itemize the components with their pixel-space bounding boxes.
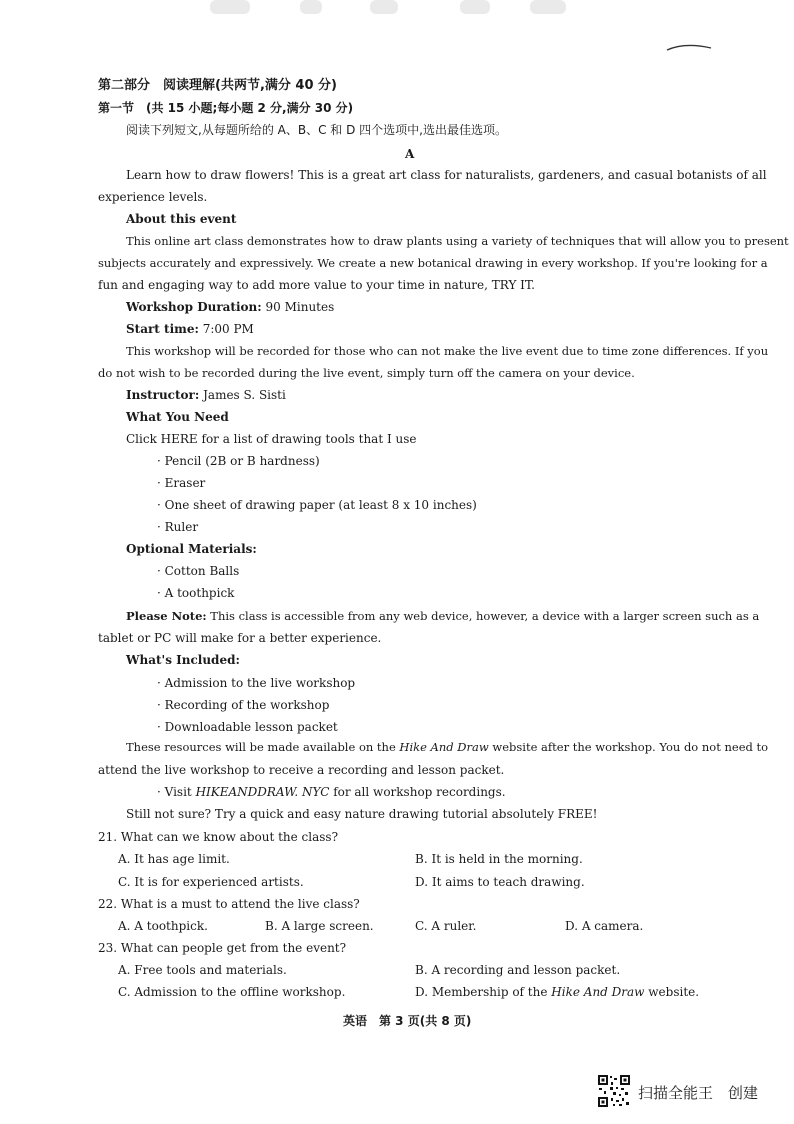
option-21-d: D. It aims to teach drawing. — [415, 875, 585, 889]
scan-smudge — [370, 0, 398, 14]
option-22-b: B. A large screen. — [265, 919, 374, 933]
qr-code-icon — [597, 1074, 631, 1108]
visit-text: · Visit — [157, 785, 196, 799]
resources-line — [126, 739, 769, 755]
instructor-value: James S. Sisti — [199, 388, 286, 402]
need-heading: What You Need — [126, 410, 229, 424]
duration-value: 90 Minutes — [261, 300, 335, 314]
about-heading: About this event — [126, 212, 237, 226]
question-stem: 21. What can we know about the class? — [98, 830, 339, 844]
instruction: 阅读下列短文,从每题所给的 A、B、C 和 D 四个选项中,选出最佳选项。 — [126, 123, 507, 137]
list-item: · Pencil (2B or B hardness) — [157, 454, 320, 468]
option-21-a: A. It has age limit. — [118, 852, 230, 866]
option-22-a: A. A toothpick. — [118, 919, 208, 933]
closing-line: Still not sure? Try a quick and easy nature drawing tutorial absolutely FREE! — [126, 807, 598, 821]
start-label: Start time: — [126, 322, 199, 336]
list-item: · Recording of the workshop — [157, 698, 330, 712]
duration-row — [126, 299, 334, 315]
scan-smudge — [530, 0, 566, 14]
intro-line: Learn how to draw flowers! This is a great art class for naturalists, gardeners, and casual botanists of all — [126, 168, 767, 182]
list-item: · A toothpick — [157, 586, 235, 600]
resources-text: These resources will be made available on the — [126, 740, 400, 754]
hike-and-draw-name: Hike And Draw — [399, 740, 489, 754]
duration-label: Workshop Duration: — [126, 300, 262, 314]
option-23-a: A. Free tools and materials. — [118, 963, 287, 977]
list-item: · One sheet of drawing paper (at least 8 x 10 inches) — [157, 498, 477, 512]
intro-line: experience levels. — [98, 190, 208, 204]
recorded-line: This workshop will be recorded for those who can not make the live event due to time zone differences. If you — [126, 344, 769, 358]
instructor-row — [126, 387, 286, 403]
note-label: Please Note: — [126, 609, 207, 623]
instructor-label: Instructor: — [126, 388, 200, 402]
included-heading: What's Included: — [126, 653, 240, 667]
resources-line: attend the live workshop to receive a recording and lesson packet. — [98, 763, 505, 777]
website-url: HIKEANDDRAW. NYC — [195, 785, 330, 799]
scan-smudge — [210, 0, 250, 14]
section-heading: 第一节 (共 15 小题;每小题 2 分,满分 30 分) — [98, 101, 354, 115]
question-stem: 23. What can people get from the event? — [98, 941, 347, 955]
option-text: D. Membership of the — [415, 985, 552, 999]
option-21-b: B. It is held in the morning. — [415, 852, 583, 866]
passage-letter: A — [405, 147, 415, 161]
about-line: This online art class demonstrates how to draw plants using a variety of techniques that will allow you to present — [126, 234, 789, 248]
scanner-watermark: 扫描全能王 创建 — [638, 1084, 759, 1102]
about-line: fun and engaging way to add more value to your time in nature, TRY IT. — [98, 278, 535, 292]
list-item: · Eraser — [157, 476, 206, 490]
scan-smudge — [300, 0, 322, 14]
recorded-line: do not wish to be recorded during the live event, simply turn off the camera on your device. — [98, 366, 635, 380]
list-item: · Cotton Balls — [157, 564, 240, 578]
need-intro: Click HERE for a list of drawing tools that I use — [126, 432, 417, 446]
option-21-c: C. It is for experienced artists. — [118, 875, 304, 889]
note-text: This class is accessible from any web device, however, a device with a larger screen such as a — [206, 609, 760, 623]
scan-smudge — [460, 0, 490, 14]
pen-mark — [665, 40, 713, 54]
list-item: · Admission to the live workshop — [157, 676, 356, 690]
about-line: subjects accurately and expressively. We create a new botanical drawing in every workshop. If you're looking for a — [98, 256, 768, 270]
option-23-d — [415, 984, 699, 1000]
visit-line — [157, 784, 506, 800]
hike-and-draw-name: Hike And Draw — [551, 985, 645, 999]
option-text: website. — [644, 985, 700, 999]
resources-text: website after the workshop. You do not need to — [488, 740, 769, 754]
question-stem: 22. What is a must to attend the live class? — [98, 897, 360, 911]
start-value: 7:00 PM — [198, 322, 254, 336]
option-22-c: C. A ruler. — [415, 919, 477, 933]
option-23-b: B. A recording and lesson packet. — [415, 963, 621, 977]
optional-heading: Optional Materials: — [126, 542, 257, 556]
list-item: · Ruler — [157, 520, 199, 534]
option-22-d: D. A camera. — [565, 919, 644, 933]
start-row — [126, 321, 254, 337]
note-line — [126, 608, 760, 624]
option-23-c: C. Admission to the offline workshop. — [118, 985, 346, 999]
note-line: tablet or PC will make for a better experience. — [98, 631, 382, 645]
part-heading: 第二部分 阅读理解(共两节,满分 40 分) — [98, 78, 337, 93]
visit-text: for all workshop recordings. — [329, 785, 506, 799]
list-item: · Downloadable lesson packet — [157, 720, 338, 734]
page-footer: 英语 第 3 页(共 8 页) — [343, 1014, 472, 1028]
